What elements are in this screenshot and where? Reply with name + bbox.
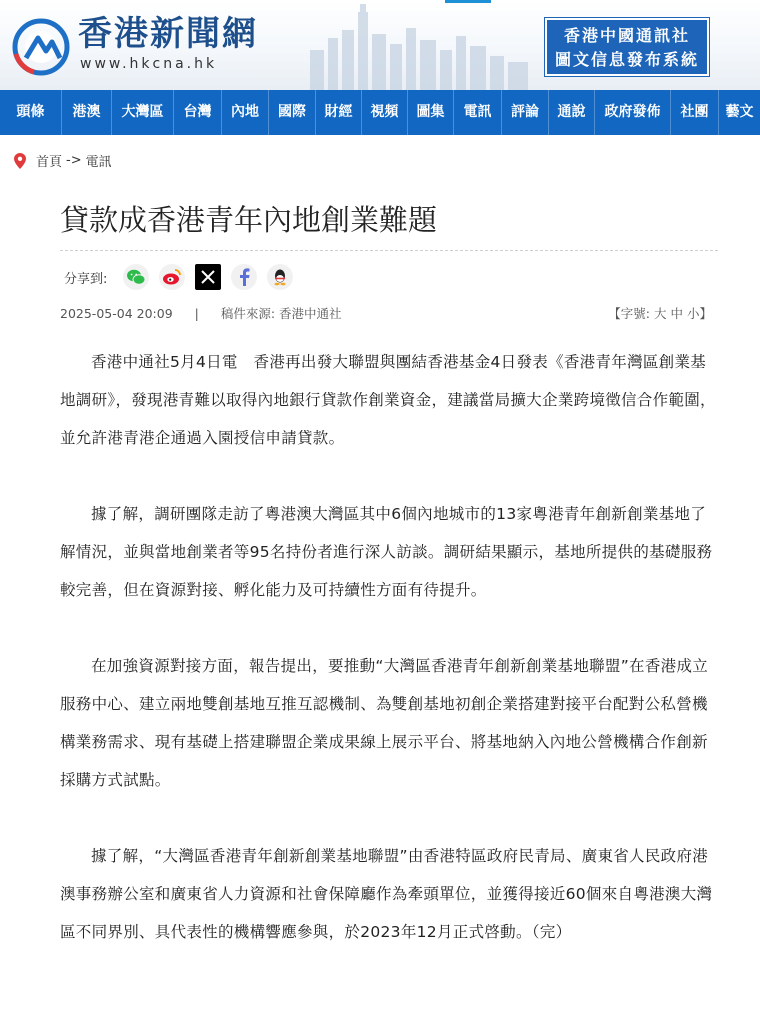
x-icon[interactable]	[195, 264, 221, 290]
source-label: 稿件來源:	[220, 306, 276, 321]
font-size-close: 】	[699, 306, 712, 321]
share-label: 分享到:	[64, 271, 108, 287]
nav-item-government[interactable]: 政府發佈	[595, 90, 671, 135]
nav-item-associations[interactable]: 社團	[671, 90, 719, 135]
nav-item-hk-macau[interactable]: 港澳	[62, 90, 112, 135]
article-paragraph: 據了解，調研團隊走訪了粵港澳大灣區其中6個內地城市的13家粵港青年創新創業基地了解情況，並與當地創業者等95名持份者進行深人訪談。調研結果顯示，基地所提供的基礎服務較完善，但在資源對接、孵化能力及可持續性方面有待提升。	[60, 505, 713, 599]
nav-item-mainland[interactable]: 內地	[222, 90, 269, 135]
nav-item-gallery[interactable]: 圖集	[408, 90, 454, 135]
nav-item-taiwan[interactable]: 台灣	[174, 90, 222, 135]
font-size-switcher	[608, 304, 712, 322]
nav-item-finance[interactable]: 財經	[316, 90, 362, 135]
article-meta	[60, 304, 342, 322]
source-name: 香港中通社	[279, 306, 342, 321]
title-divider	[60, 250, 718, 251]
article-title: 貸款成香港青年內地創業難題	[60, 203, 438, 237]
skyline-image	[300, 0, 540, 90]
article-body	[60, 343, 720, 989]
facebook-icon[interactable]	[231, 264, 257, 290]
nav-item-arts[interactable]: 藝文	[725, 104, 754, 120]
badge-line-1: 香港中國通訊社	[563, 26, 690, 45]
main-nav	[0, 90, 760, 135]
nav-item-tongshuo[interactable]: 通說	[549, 90, 595, 135]
article-paragraph: 據了解，“大灣區香港青年創新創業基地聯盟”由香港特區政府民青局、廣東省人民政府港澳事務辦公室和廣東省人力資源和社會保障廳作為牽頭單位，並獲得接近60個來自粵港澳大灣區不同界別、具代表性的機構響應參與，於2023年12月正式啓動。（完）	[60, 847, 713, 941]
breadcrumb-home[interactable]: 首頁	[36, 155, 63, 170]
badge-line-2: 圖文信息發布系統	[554, 50, 699, 69]
wechat-icon[interactable]	[123, 264, 149, 290]
font-size-label: 【字號:	[608, 306, 650, 321]
article-paragraph: 香港中通社5月4日電 香港再出發大聯盟與團結香港基金4日發表《香港青年灣區創業基地調研》，發現港青難以取得內地銀行貸款作創業資金，建議當局擴大企業跨境徵信合作範圍，並允許港青港企通過入園授信申請貸款。	[60, 353, 716, 447]
font-small-button[interactable]: 小	[686, 306, 700, 321]
nav-item-video[interactable]: 視頻	[362, 90, 408, 135]
nav-item-greater-bay[interactable]: 大灣區	[112, 90, 174, 135]
nav-item-international[interactable]: 國際	[269, 90, 316, 135]
font-medium-button[interactable]: 中	[670, 306, 683, 321]
font-large-button[interactable]: 大	[653, 306, 667, 321]
nav-item-commentary[interactable]: 評論	[502, 90, 549, 135]
breadcrumb-arrow: ->	[66, 153, 82, 168]
breadcrumb-section[interactable]: 電訊	[85, 155, 112, 170]
weibo-icon[interactable]	[159, 264, 185, 290]
publish-date: 2025-05-04 20:09	[60, 306, 173, 321]
nav-item-headlines[interactable]: 頭條	[0, 90, 62, 135]
location-pin-icon	[14, 153, 26, 169]
site-header	[0, 0, 760, 90]
article-paragraph: 在加強資源對接方面，報告提出，要推動“大灣區香港青年創新創業基地聯盟”在香港成立服務中心、建立兩地雙創基地互推互認機制、為雙創基地初創企業搭建對接平台配對公私營機構業務需求、現有基礎上搭建聯盟企業成果線上展示平台、將基地納入內地公營機構合作創新採購方式試點。	[60, 657, 709, 789]
meta-divider: |	[194, 306, 199, 321]
qq-icon[interactable]	[267, 264, 293, 290]
nav-item-telegraph[interactable]: 電訊	[454, 90, 502, 135]
hkcna-logo-icon[interactable]	[12, 18, 70, 76]
cns-badge[interactable]	[545, 18, 709, 76]
breadcrumb	[14, 151, 112, 170]
share-bar	[64, 263, 303, 291]
site-url[interactable]: www.hkcna.hk	[80, 56, 218, 72]
site-name[interactable]: 香港新聞網	[78, 14, 258, 54]
